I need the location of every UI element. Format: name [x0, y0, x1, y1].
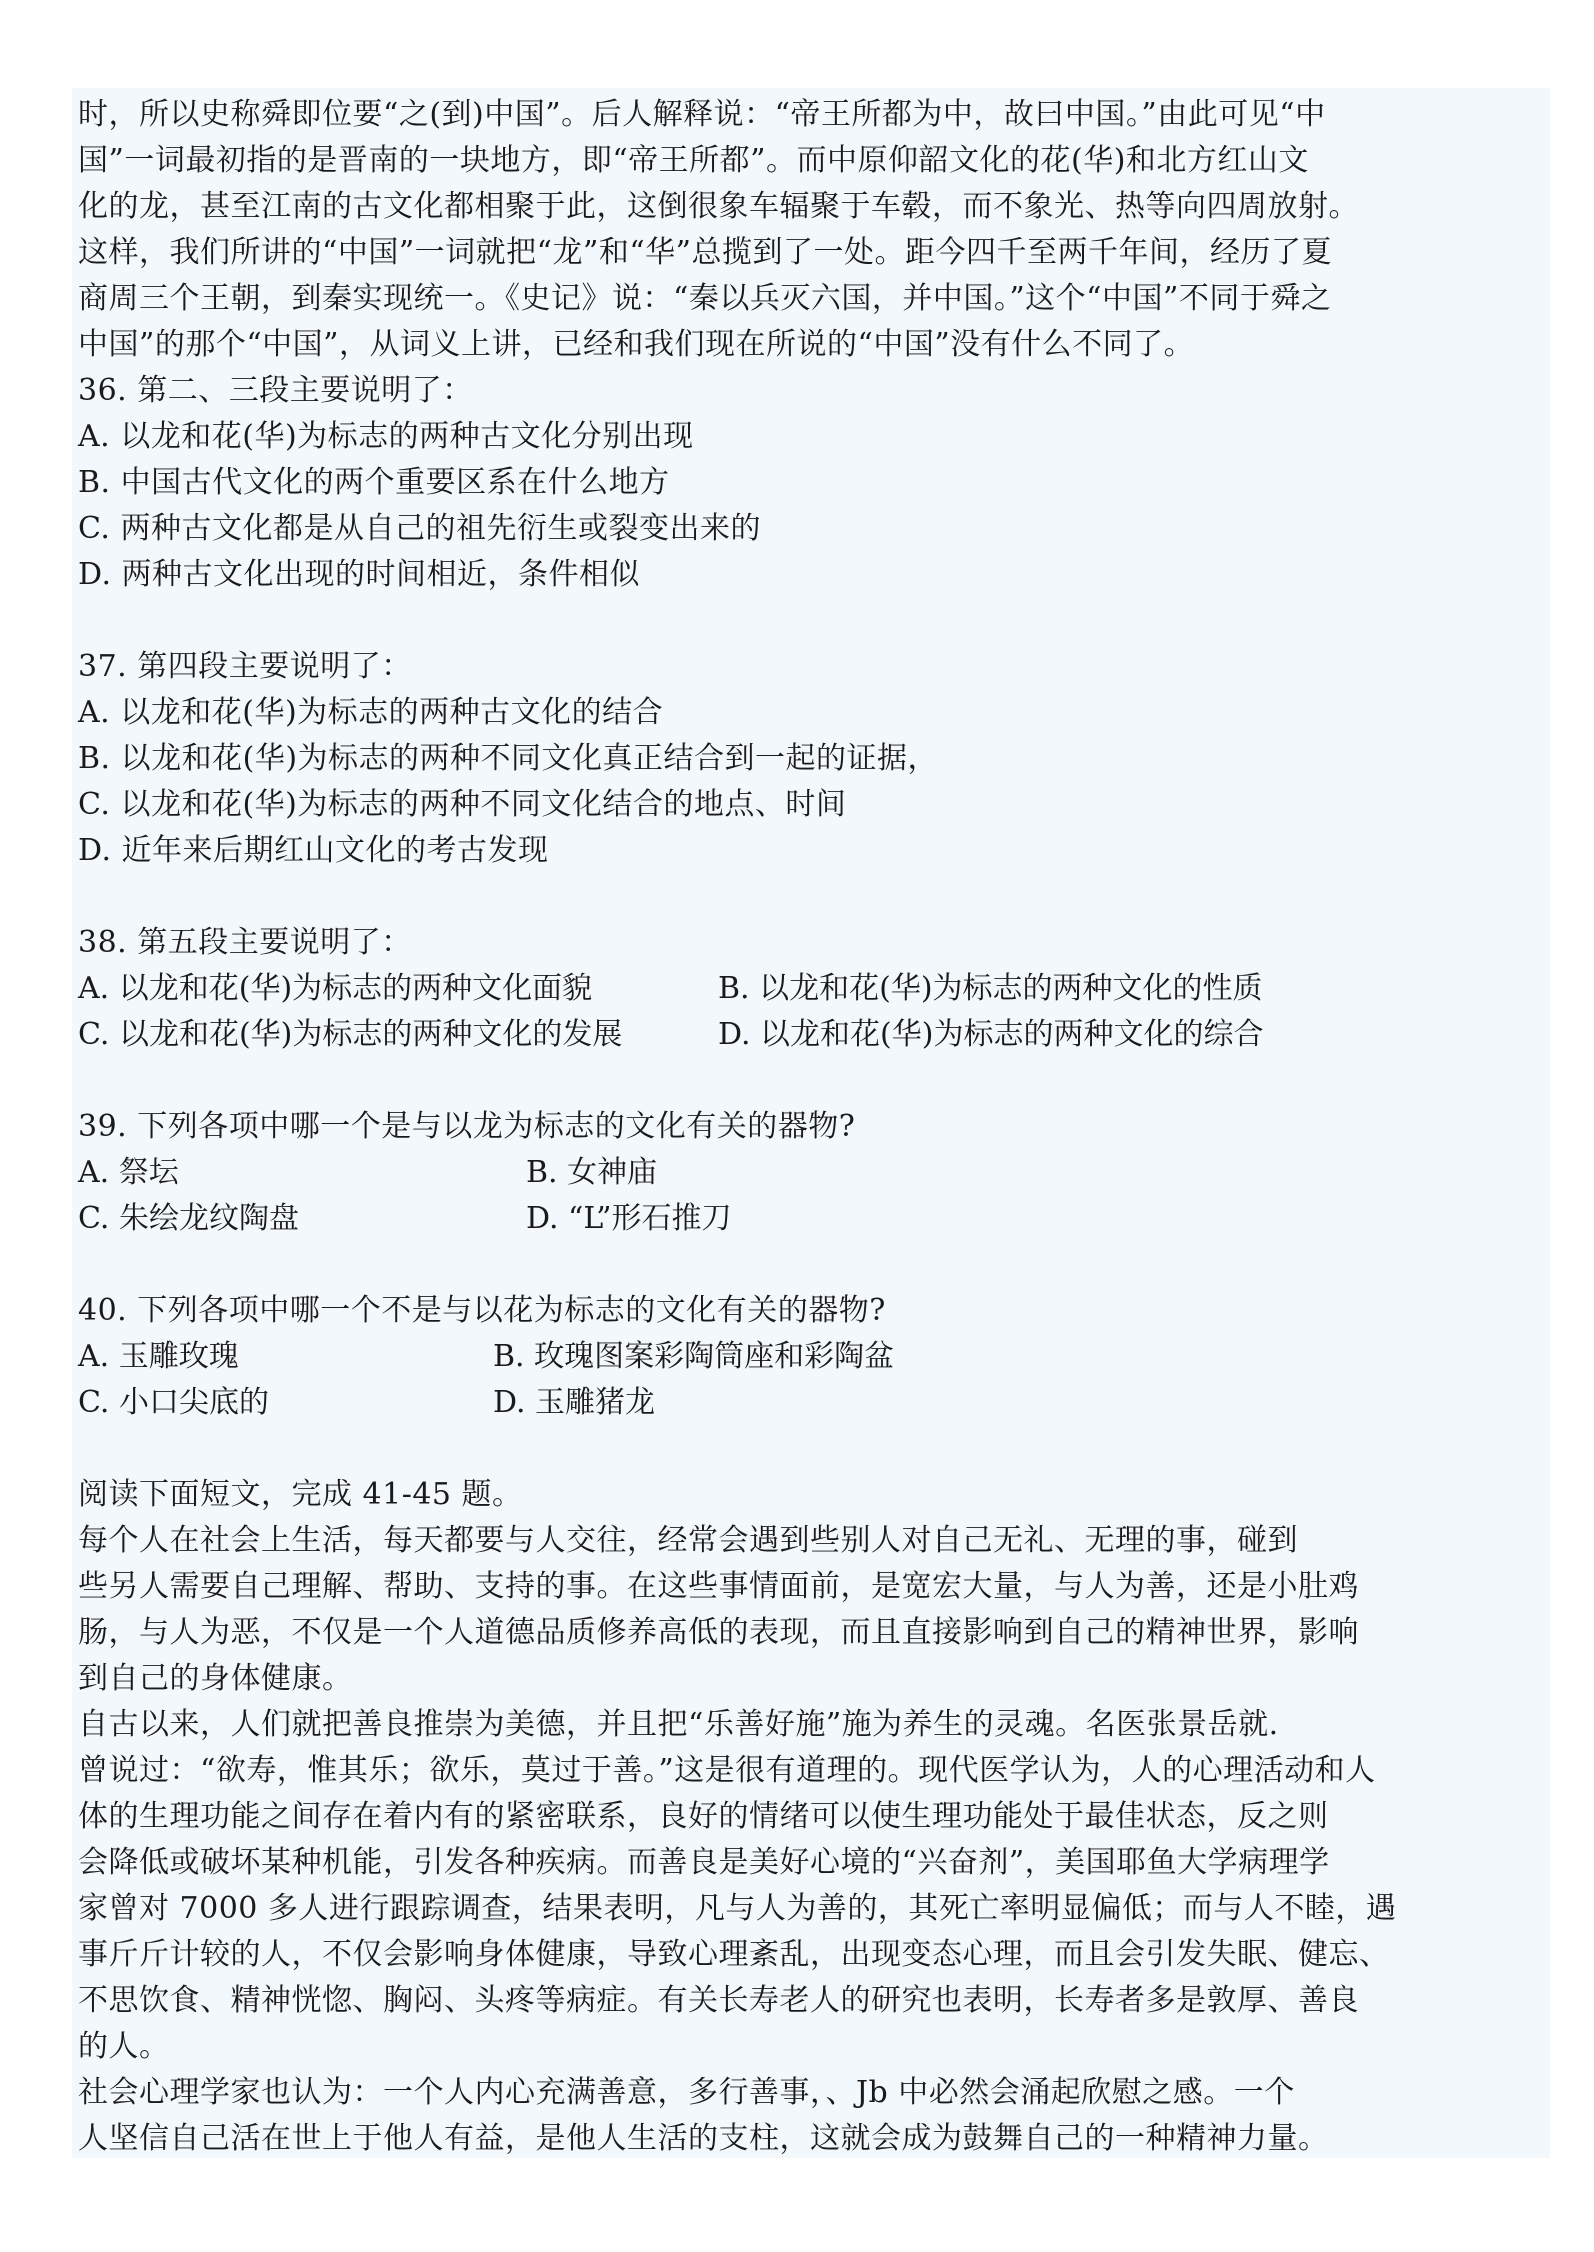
question-option: D. 两种古文化出现的时间相近，条件相似 [78, 557, 641, 592]
option-row [78, 1196, 1518, 1242]
question-option: A. 玉雕玫瑰 [78, 1339, 239, 1374]
spacer [78, 1242, 1518, 1288]
passage-line: 肠，与人为恶，不仅是一个人道德品质修养高低的表现，而且直接影响到自己的精神世界，影响 [78, 1615, 1359, 1650]
option-row [78, 1380, 1518, 1426]
spacer [78, 1058, 1518, 1104]
question-option: B. 中国古代文化的两个重要区系在什么地方 [78, 465, 670, 500]
passage-line: 化的龙，甚至江南的古文化都相聚于此，这倒很象车辐聚于车毂，而不象光、热等向四周放射。 [78, 189, 1359, 224]
question-option: A. 以龙和花(华)为标志的两种古文化分别出现 [78, 419, 694, 454]
passage-line: 事斤斤计较的人，不仅会影响身体健康，导致心理紊乱，出现变态心理，而且会引发失眠、健忘、 [78, 1937, 1390, 1972]
question-title: 38. 第五段主要说明了： [78, 925, 412, 960]
option-row [78, 1150, 1518, 1196]
passage-line: 家曾对 7000 多人进行跟踪调查，结果表明，凡与人为善的，其死亡率明显偏低；而与人不睦，遇 [78, 1891, 1397, 1926]
passage-line: 些另人需要自己理解、帮助、支持的事。在这些事情面前，是宽宏大量，与人为善，还是小肚鸡 [78, 1569, 1359, 1604]
question-title: 36. 第二、三段主要说明了： [78, 373, 473, 408]
question-option: A. 以龙和花(华)为标志的两种文化面貌 [78, 971, 593, 1006]
spacer [78, 598, 1518, 644]
passage-line: 中国”的那个“中国”，从词义上讲，已经和我们现在所说的“中国”没有什么不同了。 [78, 327, 1195, 362]
passage-line: 商周三个王朝，到秦实现统一。《史记》说：“秦以兵灭六国，并中国。”这个“中国”不同于舜之 [78, 281, 1332, 316]
passage-line: 国”一词最初指的是晋南的一块地方，即“帝王所都”。而中原仰韶文化的花(华)和北方红山文 [78, 143, 1309, 178]
question-option: D. 玉雕猪龙 [493, 1385, 656, 1420]
question-39 [78, 1104, 1518, 1242]
question-option: D. 近年来后期红山文化的考古发现 [78, 833, 549, 868]
question-title: 39. 下列各项中哪一个是与以龙为标志的文化有关的器物? [78, 1109, 856, 1144]
passage-line: 人坚信自己活在世上于他人有益，是他人生活的支柱，这就会成为鼓舞自己的一种精神力量。 [78, 2121, 1329, 2156]
section-heading: 阅读下面短文，完成 41-45 题。 [78, 1477, 523, 1512]
question-option: B. 女神庙 [526, 1155, 658, 1190]
passage-line: 时，所以史称舜即位要“之(到)中国”。后人解释说：“帝王所都为中，故曰中国。”由此可见“中 [78, 97, 1326, 132]
option-row [78, 1334, 1518, 1380]
question-option: D. 以龙和花(华)为标志的两种文化的综合 [718, 1017, 1264, 1052]
passage-line: 到自己的身体健康。 [78, 1661, 353, 1696]
question-option: A. 以龙和花(华)为标志的两种古文化的结合 [78, 695, 664, 730]
question-option: D. “L”形石推刀 [526, 1201, 732, 1236]
question-40 [78, 1288, 1518, 1426]
question-36 [78, 368, 1518, 598]
question-option: C. 朱绘龙纹陶盘 [78, 1201, 299, 1236]
passage-two [78, 1472, 1518, 2162]
passage-line: 曾说过：“欲寿，惟其乐；欲乐，莫过于善。”这是很有道理的。现代医学认为，人的心理活动和人 [78, 1753, 1376, 1788]
question-37 [78, 644, 1518, 874]
passage-top [78, 92, 1518, 368]
spacer [78, 1426, 1518, 1472]
passage-line: 社会心理学家也认为：一个人内心充满善意，多行善事，、Jb 中必然会涌起欣慰之感。一个 [78, 2075, 1295, 2110]
question-option: C. 两种古文化都是从自己的祖先衍生或裂变出来的 [78, 511, 761, 546]
question-option: C. 以龙和花(华)为标志的两种不同文化结合的地点、时间 [78, 787, 847, 822]
question-option: A. 祭坛 [78, 1155, 179, 1190]
question-option: B. 以龙和花(华)为标志的两种文化的性质 [718, 971, 1263, 1006]
passage-line: 这样，我们所讲的“中国”一词就把“龙”和“华”总揽到了一处。距今四千至两千年间，经历了夏 [78, 235, 1333, 270]
question-option: B. 玫瑰图案彩陶筒座和彩陶盆 [493, 1339, 895, 1374]
passage-line: 的人。 [78, 2029, 170, 2064]
question-title: 40. 下列各项中哪一个不是与以花为标志的文化有关的器物? [78, 1293, 886, 1328]
passage-line: 自古以来，人们就把善良推崇为美德，并且把“乐善好施”施为养生的灵魂。名医张景岳就. [78, 1707, 1279, 1742]
option-row [78, 1012, 1518, 1058]
question-option: B. 以龙和花(华)为标志的两种不同文化真正结合到一起的证据， [78, 741, 939, 776]
question-option: C. 以龙和花(华)为标志的两种文化的发展 [78, 1017, 623, 1052]
option-row [78, 966, 1518, 1012]
question-title: 37. 第四段主要说明了： [78, 649, 412, 684]
spacer [78, 874, 1518, 920]
passage-line: 不思饮食、精神恍惚、胸闷、头疼等病症。有关长寿老人的研究也表明，长寿者多是敦厚、善良 [78, 1983, 1359, 2018]
passage-line: 体的生理功能之间存在着内有的紧密联系，良好的情绪可以使生理功能处于最佳状态，反之则 [78, 1799, 1329, 1834]
document-body [78, 92, 1518, 2162]
question-option: C. 小口尖底的 [78, 1385, 269, 1420]
passage-line: 会降低或破坏某种机能，引发各种疾病。而善良是美好心境的“兴奋剂”，美国耶鱼大学病理学 [78, 1845, 1330, 1880]
passage-line: 每个人在社会上生活，每天都要与人交往，经常会遇到些别人对自己无礼、无理的事，碰到 [78, 1523, 1298, 1558]
question-38 [78, 920, 1518, 1058]
